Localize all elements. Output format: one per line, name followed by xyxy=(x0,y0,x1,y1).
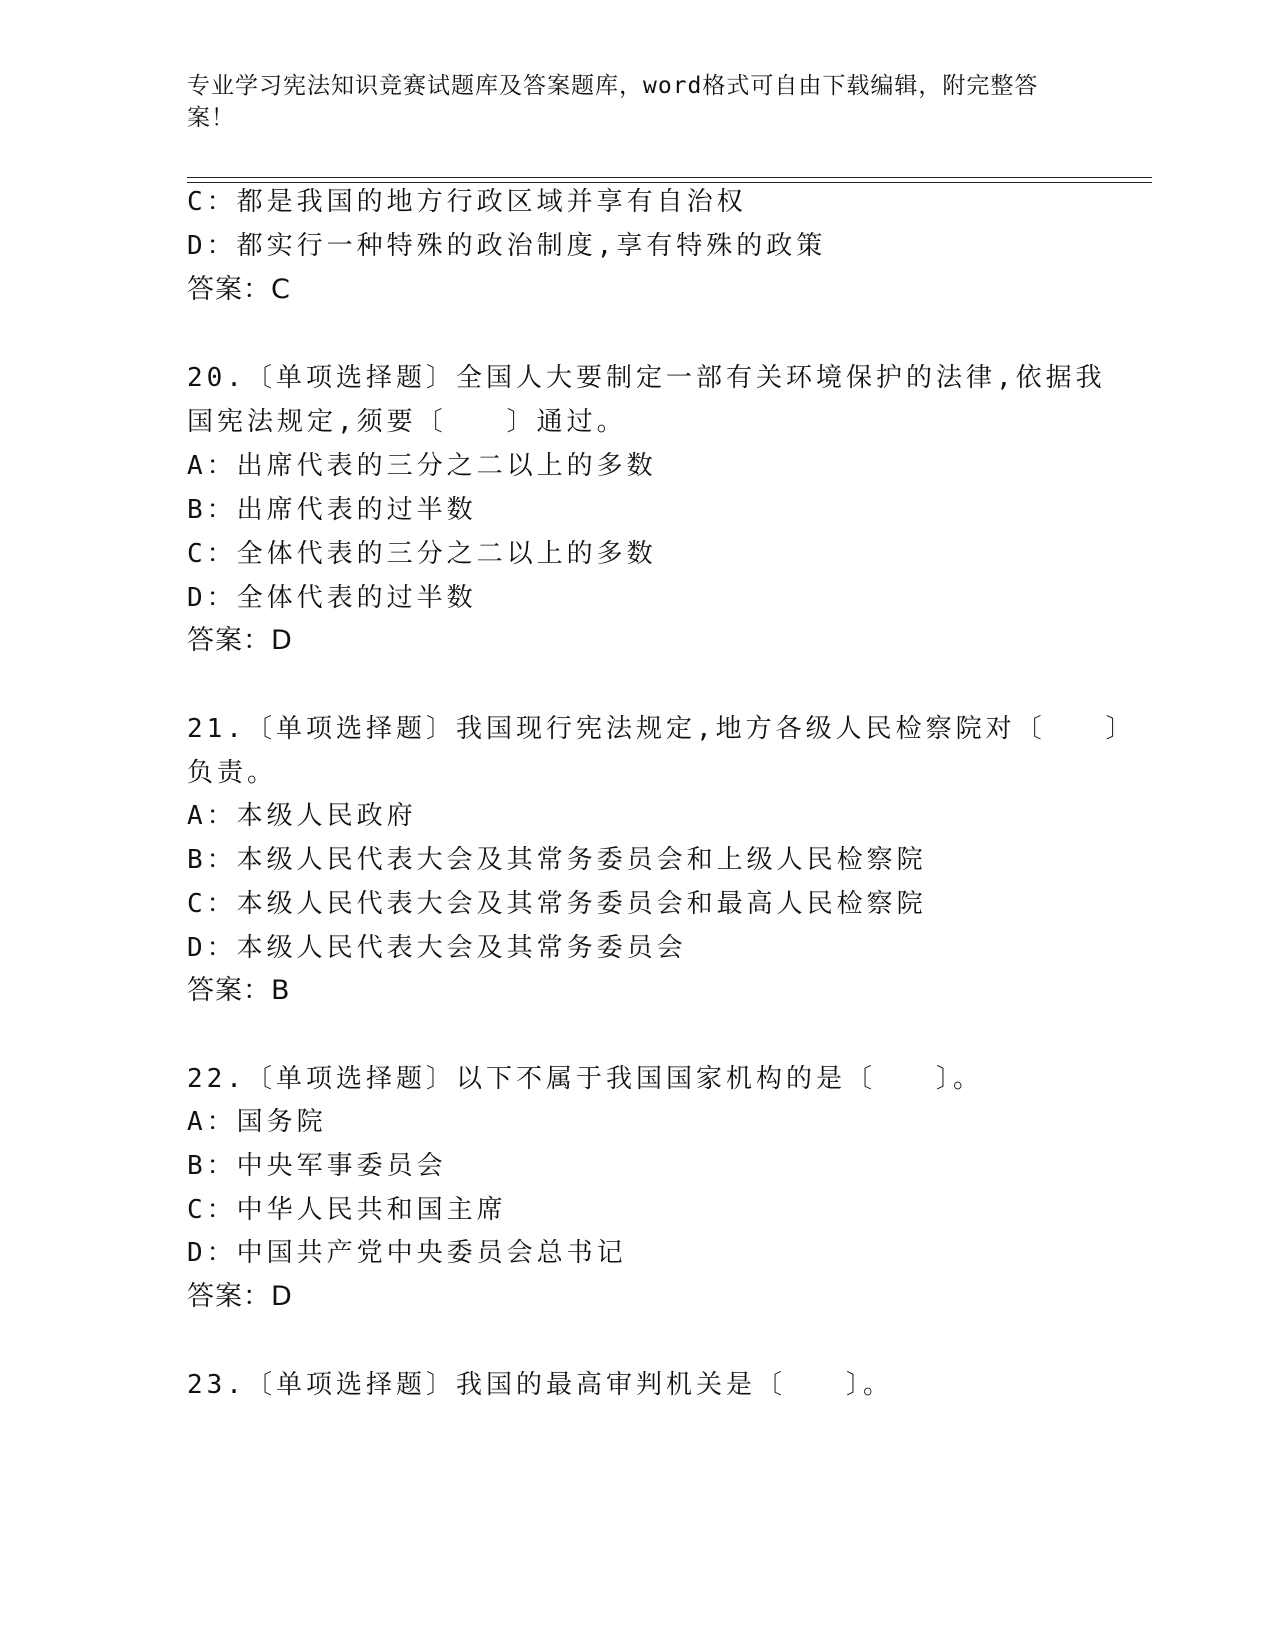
header-line-1: 专业学习宪法知识竞赛试题库及答案题库，word格式可自由下载编辑，附完整答 xyxy=(187,73,1039,99)
q22-option-d: D：中国共产党中央委员会总书记 xyxy=(187,1238,627,1268)
header-divider-top xyxy=(187,177,1152,178)
q21-option-a: A：本级人民政府 xyxy=(187,801,417,831)
q20-option-b: B：出席代表的过半数 xyxy=(187,495,477,525)
q23-stem-line-1: 23.〔单项选择题〕我国的最高审判机关是〔 〕。 xyxy=(187,1370,893,1400)
q21-stem-line-1: 21.〔单项选择题〕我国现行宪法规定,地方各级人民检察院对〔 〕 xyxy=(187,714,1136,744)
q21-option-c: C：本级人民代表大会及其常务委员会和最高人民检察院 xyxy=(187,889,927,919)
q22-answer: 答案：D xyxy=(187,1281,293,1312)
q22-option-a: A：国务院 xyxy=(187,1107,327,1137)
document-header xyxy=(187,70,1067,134)
q21-option-b: B：本级人民代表大会及其常务委员会和上级人民检察院 xyxy=(187,845,927,875)
q20-option-a: A：出席代表的三分之二以上的多数 xyxy=(187,451,657,481)
q20-answer: 答案：D xyxy=(187,625,293,656)
prev-answer: 答案：C xyxy=(187,274,291,305)
q20-stem-line-2: 国宪法规定,须要〔 〕通过。 xyxy=(187,407,627,437)
q22-stem-line-1: 22.〔单项选择题〕以下不属于我国国家机构的是〔 〕。 xyxy=(187,1064,983,1094)
q21-option-d: D：本级人民代表大会及其常务委员会 xyxy=(187,933,687,963)
prev-option-d: D：都实行一种特殊的政治制度,享有特殊的政策 xyxy=(187,231,827,261)
q21-stem-line-2: 负责。 xyxy=(187,758,278,788)
header-divider-bottom xyxy=(187,182,1152,183)
prev-option-c: C：都是我国的地方行政区域并享有自治权 xyxy=(187,187,747,217)
q20-option-d: D：全体代表的过半数 xyxy=(187,583,477,613)
header-line-2: 案！ xyxy=(187,105,235,131)
q22-option-c: C：中华人民共和国主席 xyxy=(187,1195,507,1225)
q21-answer: 答案：B xyxy=(187,975,291,1006)
q20-stem-line-1: 20.〔单项选择题〕全国人大要制定一部有关环境保护的法律,依据我 xyxy=(187,363,1106,393)
q22-option-b: B：中央军事委员会 xyxy=(187,1151,447,1181)
q20-option-c: C：全体代表的三分之二以上的多数 xyxy=(187,539,657,569)
